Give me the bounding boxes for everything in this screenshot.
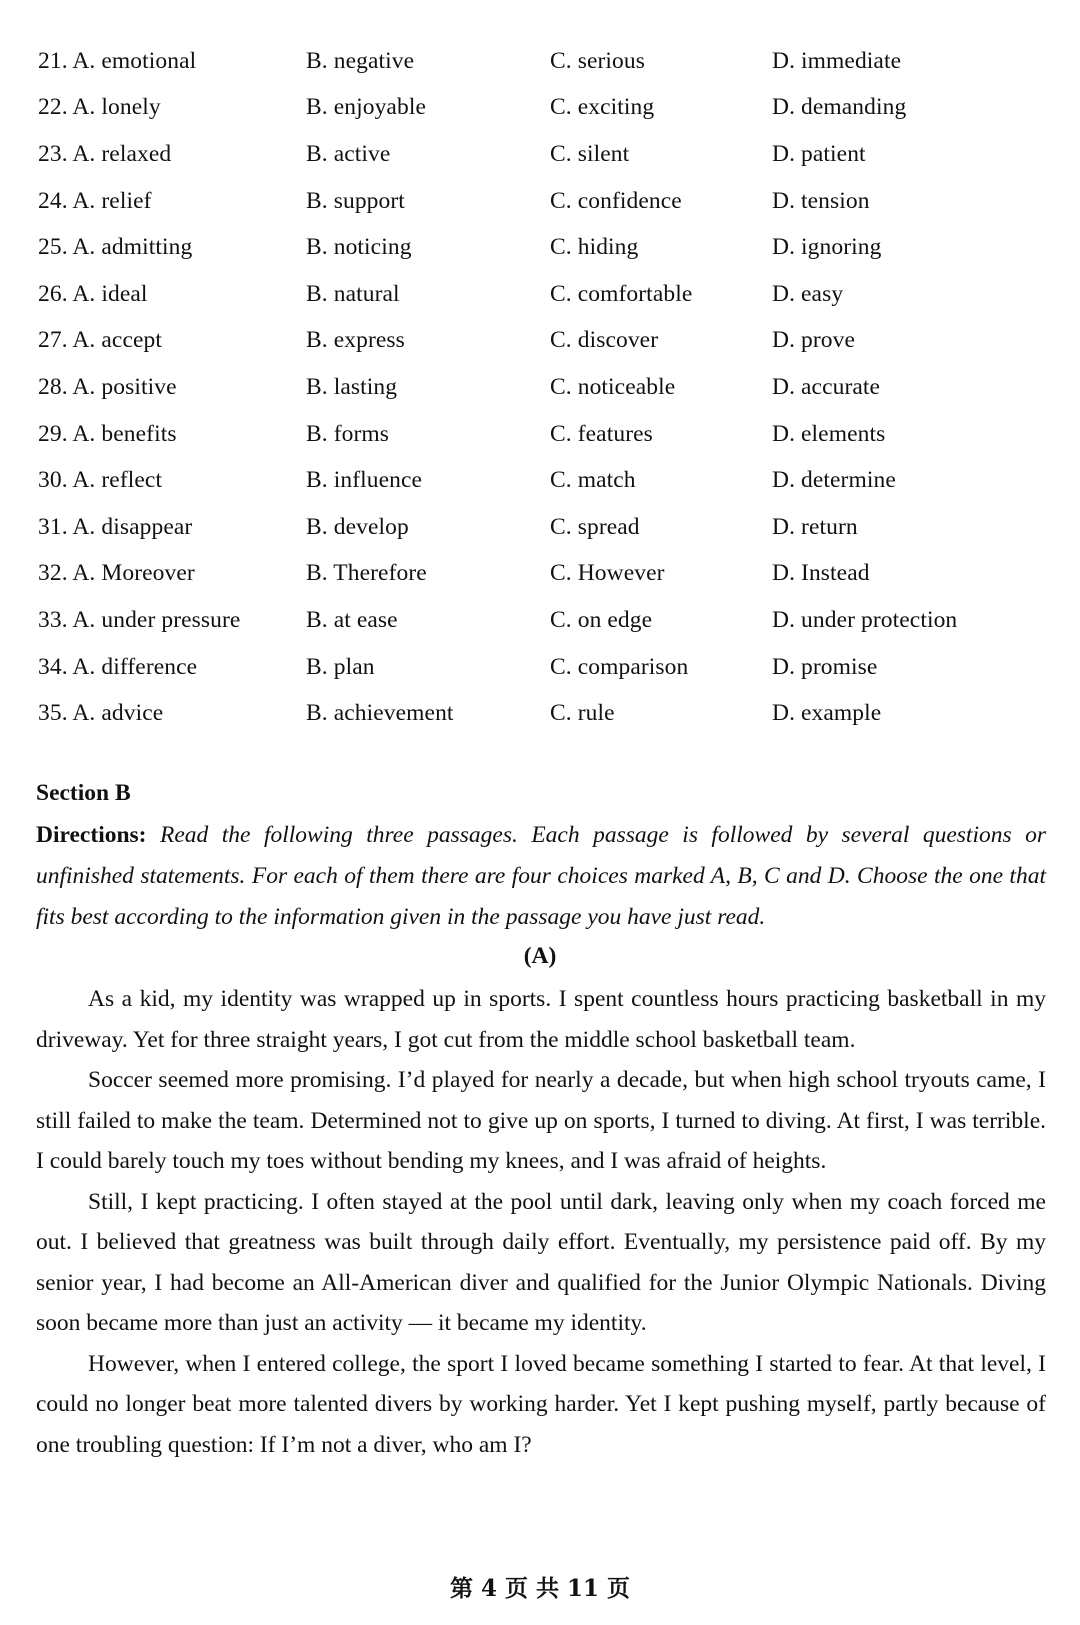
- option-a: 30. A. reflect: [38, 467, 163, 494]
- question-row: [38, 690, 1048, 737]
- passage-paragraph: However, when I entered college, the sport I loved became something I started to fear. At that level, I could no longer beat more talented divers by working harder. Yet I kept pushing myself, partly because of one troubling question: If I’m not a diver, who am I?: [36, 1350, 1046, 1458]
- option-c: C. noticeable: [550, 373, 676, 400]
- option-c: C. comparison: [550, 653, 689, 680]
- option-d: D. under protection: [772, 606, 958, 633]
- option-a: 34. A. difference: [38, 653, 198, 680]
- option-d: D. Instead: [772, 560, 870, 587]
- passage-body: [36, 979, 1046, 1465]
- section-title: Section B: [36, 780, 131, 806]
- option-c: C. confidence: [550, 187, 682, 214]
- question-row: [38, 411, 1048, 458]
- option-c: C. serious: [550, 47, 645, 74]
- option-d: D. easy: [772, 280, 844, 307]
- option-d: D. patient: [772, 140, 866, 167]
- question-row: [38, 364, 1048, 411]
- option-c: C. comfortable: [550, 280, 693, 307]
- option-b: B. natural: [306, 280, 400, 307]
- passage-label: (A): [523, 943, 557, 969]
- passage-paragraph: Soccer seemed more promising. I’d played for nearly a decade, but when high school tryouts came, I still failed to make the team. Determined not to give up on sports, I turned to diving. At first, I was terrible. I could barely touch my toes without bending my knees, and I was afraid of heights.: [36, 1067, 1046, 1174]
- option-d: D. ignoring: [772, 234, 882, 261]
- passage-paragraph: Still, I kept practicing. I often stayed at the pool until dark, leaving only when my coach forced me out. I believed that greatness was built through daily effort. Eventually, my persistence paid off. By my senior year, I had become an All-American diver and qualified for the Junior Olympic Nationals. Diving soon became more than just an activity — it became my identity.: [36, 1188, 1046, 1336]
- option-a: 33. A. under pressure: [38, 606, 241, 633]
- option-d: D. elements: [772, 420, 886, 447]
- option-b: B. develop: [306, 513, 409, 540]
- option-c: C. hiding: [550, 234, 639, 261]
- directions: [36, 815, 1046, 938]
- option-a: 24. A. relief: [38, 187, 152, 214]
- option-c: C. However: [550, 560, 665, 587]
- question-row: [38, 224, 1048, 271]
- option-d: D. prove: [772, 327, 856, 354]
- option-c: C. discover: [550, 327, 659, 354]
- option-b: B. at ease: [306, 606, 398, 633]
- question-row: [38, 551, 1048, 598]
- question-row: [38, 597, 1048, 644]
- option-d: D. example: [772, 700, 882, 727]
- option-c: C. features: [550, 420, 653, 447]
- option-b: B. active: [306, 140, 391, 167]
- question-row: [38, 85, 1048, 132]
- option-d: D. accurate: [772, 373, 881, 400]
- option-a: 31. A. disappear: [38, 513, 193, 540]
- option-b: B. express: [306, 327, 405, 354]
- question-row: [38, 457, 1048, 504]
- answer-options-table: [38, 38, 1048, 737]
- option-a: 29. A. benefits: [38, 420, 177, 447]
- option-c: C. on edge: [550, 606, 653, 633]
- passage-paragraph: As a kid, my identity was wrapped up in sports. I spent countless hours practicing basketball in my driveway. Yet for three straight years, I got cut from the middle school basketball team.: [36, 986, 1046, 1053]
- option-d: D. return: [772, 513, 858, 540]
- question-row: [38, 38, 1048, 85]
- option-a: 27. A. accept: [38, 327, 162, 354]
- question-row: [38, 644, 1048, 691]
- question-row: [38, 178, 1048, 225]
- page-footer: 第 4 页 共 11 页: [449, 1575, 631, 1602]
- option-c: C. match: [550, 467, 636, 494]
- option-d: D. tension: [772, 187, 870, 214]
- option-a: 21. A. emotional: [38, 47, 197, 74]
- option-b: B. achievement: [306, 700, 454, 727]
- option-b: B. forms: [306, 420, 390, 447]
- question-row: [38, 318, 1048, 365]
- option-d: D. promise: [772, 653, 878, 680]
- option-c: C. spread: [550, 513, 640, 540]
- option-a: 35. A. advice: [38, 700, 164, 727]
- option-a: 28. A. positive: [38, 373, 177, 400]
- directions-label: Directions:: [36, 822, 147, 848]
- option-a: 32. A. Moreover: [38, 560, 195, 587]
- option-a: 22. A. lonely: [38, 94, 161, 121]
- option-b: B. negative: [306, 47, 415, 74]
- option-c: C. rule: [550, 700, 615, 727]
- option-c: C. exciting: [550, 94, 655, 121]
- option-a: 26. A. ideal: [38, 280, 148, 307]
- option-b: B. plan: [306, 653, 375, 680]
- option-a: 25. A. admitting: [38, 234, 193, 261]
- option-d: D. immediate: [772, 47, 902, 74]
- option-c: C. silent: [550, 140, 630, 167]
- question-row: [38, 131, 1048, 178]
- directions-text: Read the following three passages. Each passage is followed by several questions or unfinished statements. For each of them there are four choices marked A, B, C and D. Choose the one that fits best according to the information given in the passage you have just read.: [36, 822, 1047, 930]
- option-b: B. lasting: [306, 373, 398, 400]
- option-d: D. demanding: [772, 94, 907, 121]
- option-a: 23. A. relaxed: [38, 140, 172, 167]
- option-b: B. influence: [306, 467, 423, 494]
- option-b: B. support: [306, 187, 405, 214]
- option-d: D. determine: [772, 467, 896, 494]
- option-b: B. enjoyable: [306, 94, 426, 121]
- option-b: B. Therefore: [306, 560, 427, 587]
- question-row: [38, 504, 1048, 551]
- question-row: [38, 271, 1048, 318]
- option-b: B. noticing: [306, 234, 412, 261]
